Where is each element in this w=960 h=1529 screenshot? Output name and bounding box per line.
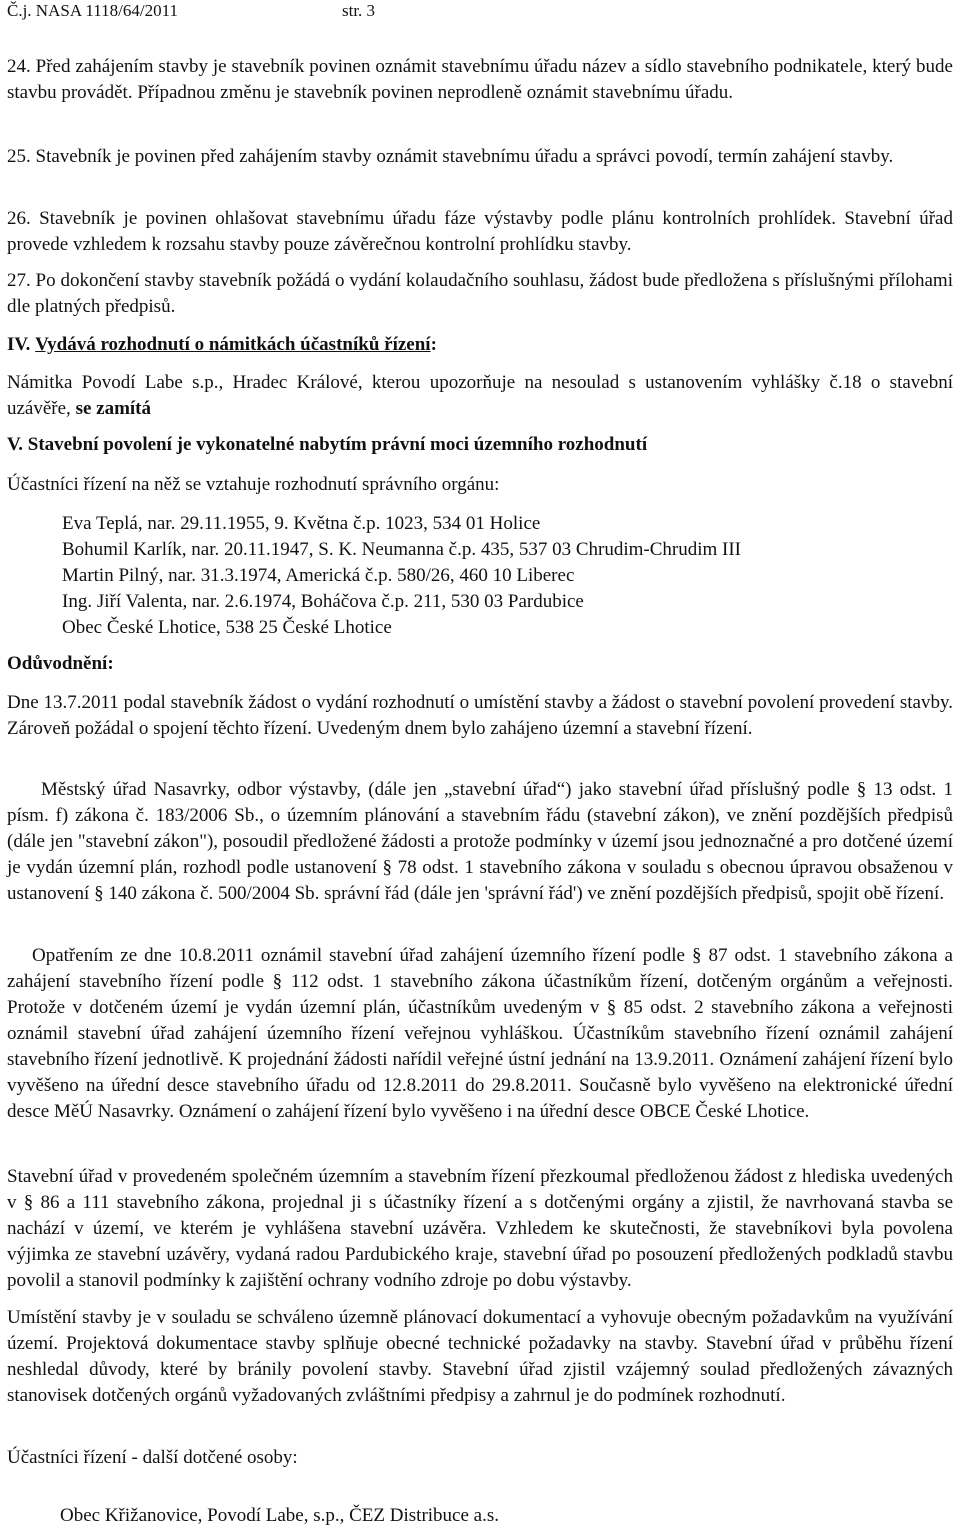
participants-intro: Účastníci řízení na něž se vztahuje rozhodnutí správního orgánu: — [7, 474, 500, 495]
reasoning-paragraph-4: Stavební úřad v provedeném společném územním a stavebním řízení přezkoumal předloženou žádost z hlediska uvedených v § 86 a 111 stavebního zákona, projednal ji s účastníky řízení a s dotčenými orgány a zjistil, že navrhovaná stavba se nachází v území, ve kterém je vyhlášena stavební uzávěra. Vzhledem ke skutečnosti, že stavebníkovi byla povolena výjimka ze stavební uzávěry, vydaná radou Pardubického kraje, stavební úřad po posouzení předložených podkladů stavbu povolil a stanovil podmínky k zajištění ochrany vodního zdroje po dobu výstavby. — [7, 1166, 953, 1291]
other-parties: Obec Křižanovice, Povodí Labe, s.p., ČEZ Distribuce a.s. — [60, 1505, 499, 1526]
section-4-title: Vydává rozhodnutí o námitkách účastníků řízení — [35, 334, 431, 355]
objection-verdict: se zamítá — [75, 398, 152, 419]
other-parties-intro: Účastníci řízení - další dotčené osoby: — [7, 1447, 298, 1468]
section-5-heading — [7, 432, 953, 458]
item-25: 25. Stavebník je povinen před zahájením stavby oznámit stavebnímu úřadu a správci povodí, termín zahájení stavby. — [7, 146, 894, 167]
reasoning-paragraph-2: Městský úřad Nasavrky, odbor výstavby, (dále jen „stavební úřad“) jako stavební úřad příslušný podle § 13 odst. 1 písm. f) zákona č. 183/2006 Sb., o územním plánování a stavebním řádu (stavební zákon), ve znění pozdějších předpisů (dále jen "stavební zákon"), posoudil předložené žádosti a protože podmínky v území jsou jednoznačné a pro dotčené území je vydán územní plán, rozhodl podle ustanovení § 78 odst. 1 stavebního zákona v souladu s obecnou úpravou obsaženou v ustanovení § 140 zákona č. 500/2004 Sb. správní řád (dále jen 'správní řád') ve znění pozdějších předpisů, spojit obě řízení. — [7, 779, 953, 904]
reasoning-heading: Odůvodnění: — [7, 653, 114, 674]
reasoning-paragraph-5: Umístění stavby je v souladu se schváleno územně plánovací dokumentací a vyhovuje obecným požadavkům na využívání území. Projektová dokumentace stavby splňuje obecné technické požadavky na stavby. Stavební úřad v průběhu řízení neshledal důvody, které by bránily povolení stavby. Stavební úřad zjistil vzájemný soulad předložených závazných stanovisek dotčených orgánů vyžadovaných zvláštními předpisy a zahrnul je do podmínek rozhodnutí. — [7, 1307, 953, 1406]
page-header — [7, 0, 953, 24]
item-27: 27. Po dokončení stavby stavebník požádá o vydání kolaudačního souhlasu, žádost bude předložena s příslušnými přílohami dle platných předpisů. — [7, 270, 953, 317]
section-4-number: IV. — [7, 334, 31, 355]
item-24: 24. Před zahájením stavby je stavebník povinen oznámit stavebnímu úřadu název a sídlo stavebního podnikatele, který bude stavbu provádět. Případnou změnu je stavebník povinen neprodleně oznámit stavebnímu úřadu. — [7, 56, 953, 103]
participant-item: Bohumil Karlík, nar. 20.11.1947, S. K. Neumanna č.p. 435, 537 03 Chrudim-Chrudim III — [62, 539, 741, 560]
objection-text — [7, 370, 953, 422]
participant-item: Obec České Lhotice, 538 25 České Lhotice — [62, 617, 392, 638]
page-number: str. 3 — [342, 1, 376, 20]
section-4-heading: IV. Vydává rozhodnutí o námitkách účastníků řízení: — [7, 334, 437, 355]
reasoning-paragraph-3: Opatřením ze dne 10.8.2011 oznámil stavební úřad zahájení územního řízení podle § 87 odst. 1 stavebního zákona a zahájení stavebního řízení podle § 112 odst. 1 stavebního zákona účastníkům řízení, dotčeným orgánům a veřejnosti. Protože v dotčeném území je vydán územní plán, účastníkům uvedeným v § 85 odst. 2 stavebního zákona a veřejnosti oznámil stavební úřad zahájení územního řízení veřejnou vyhláškou. Účastníkům stavebního řízení oznámil zahájení stavebního řízení jednotlivě. K projednání žádosti nařídil veřejné ústní jednání na 13.9.2011. Oznámení zahájení řízení bylo vyvěšeno na úřední desce stavebního úřadu od 12.8.2011 do 29.8.2011. Současně bylo vyvěšeno na elektronické úřední desce MěÚ Nasavrky. Oznámení o zahájení řízení bylo vyvěšeno i na úřední desce OBCE České Lhotice. — [7, 945, 953, 1122]
participant-item: Eva Teplá, nar. 29.11.1955, 9. Května č.p. 1023, 534 01 Holice — [62, 513, 541, 534]
participants-list — [62, 511, 922, 641]
section-5-number: V. — [7, 434, 24, 455]
section-5-title: Stavební povolení je vykonatelné nabytím právní moci územního rozhodnutí — [27, 434, 648, 455]
participant-item: Ing. Jiří Valenta, nar. 2.6.1974, Boháčova č.p. 211, 530 03 Pardubice — [62, 591, 584, 612]
reference-number: Č.j. NASA 1118/64/2011 — [7, 1, 178, 20]
objection-body: Námitka Povodí Labe s.p., Hradec Králové, kterou upozorňuje na nesoulad s ustanovením vyhlášky č.18 o stavební uzávěře, — [7, 372, 953, 419]
reasoning-paragraph-1: Dne 13.7.2011 podal stavebník žádost o vydání rozhodnutí o umístění stavby a žádost o stavební povolení provedení stavby. Zároveň požádal o spojení těchto řízení. Uvedeným dnem bylo zahájeno územní a stavební řízení. — [7, 692, 953, 739]
item-26: 26. Stavebník je povinen ohlašovat stavebnímu úřadu fáze výstavby podle plánu kontrolních prohlídek. Stavební úřad provede vzhledem k rozsahu stavby pouze závěrečnou kontrolní prohlídku stavby. — [7, 208, 953, 255]
participant-item: Martin Pilný, nar. 31.3.1974, Americká č.p. 580/26, 460 10 Liberec — [62, 565, 575, 586]
